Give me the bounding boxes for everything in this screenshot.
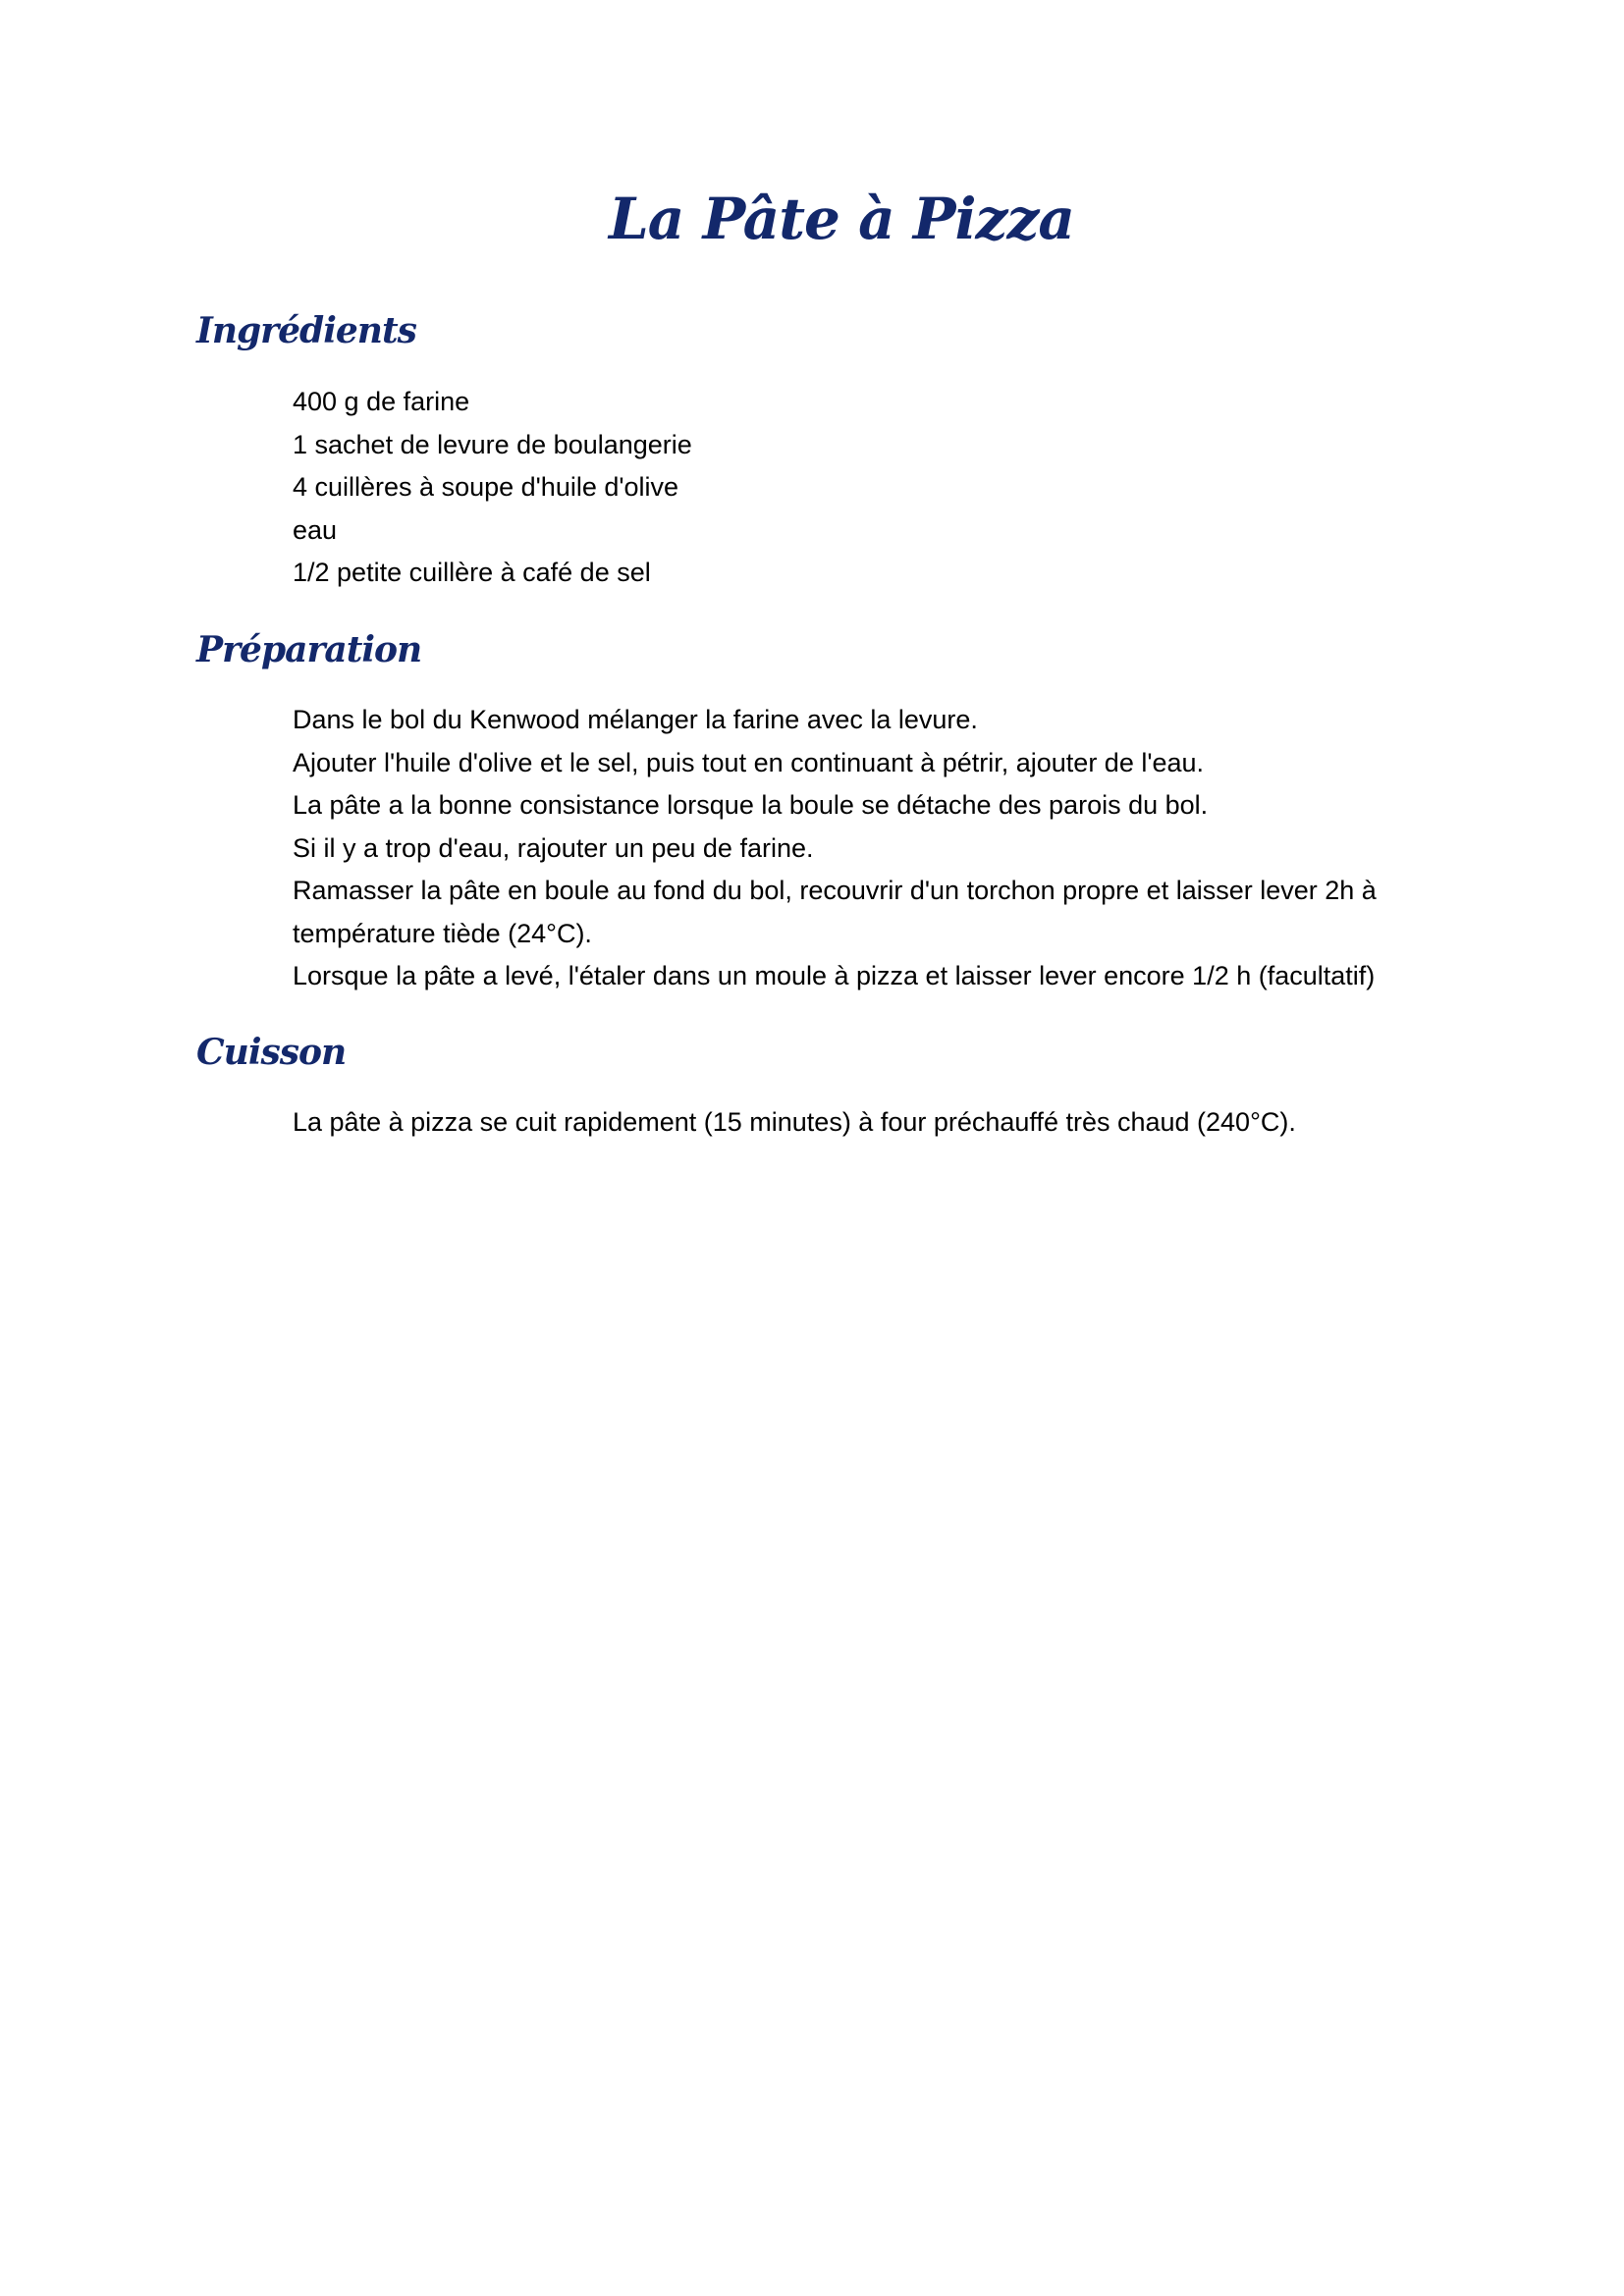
cuisson-text — [293, 1101, 1451, 1145]
ingredients-heading: Ingrédients — [196, 310, 416, 351]
preparation-step: La pâte a la bonne consistance lorsque la boule se détache des parois du bol. — [293, 790, 1209, 820]
preparation-step: Lorsque la pâte a levé, l'étaler dans un moule à pizza et laisser lever encore 1/2 h (facultatif) — [293, 961, 1376, 990]
ingredient-item: 1/2 petite cuillère à café de sel — [293, 558, 651, 587]
preparation-step: Ramasser la pâte en boule au fond du bol, recouvrir d'un torchon propre et laisser lever 2h à température tiède (24°C). — [293, 876, 1377, 948]
preparation-heading: Préparation — [196, 629, 422, 670]
document-title: La Pâte à Pizza — [609, 186, 1074, 252]
ingredient-item: eau — [293, 514, 338, 545]
preparation-step: Ajouter l'huile d'olive et le sel, puis tout en continuant à pétrir, ajouter de l'eau. — [293, 747, 1205, 777]
ingredients-list — [293, 381, 1451, 595]
preparation-steps — [293, 699, 1451, 998]
preparation-step: Dans le bol du Kenwood mélanger la farine avec la levure. — [293, 705, 978, 734]
cuisson-heading: Cuisson — [196, 1032, 347, 1073]
ingredient-item: 1 sachet de levure de boulangerie — [293, 429, 692, 459]
preparation-step: Si il y a trop d'eau, rajouter un peu de farine. — [293, 832, 814, 863]
ingredient-item: 4 cuillères à soupe d'huile d'olive — [293, 472, 679, 502]
ingredient-item: 400 g de farine — [293, 387, 470, 416]
cuisson-line: La pâte à pizza se cuit rapidement (15 minutes) à four préchauffé très chaud (240°C). — [293, 1107, 1296, 1137]
